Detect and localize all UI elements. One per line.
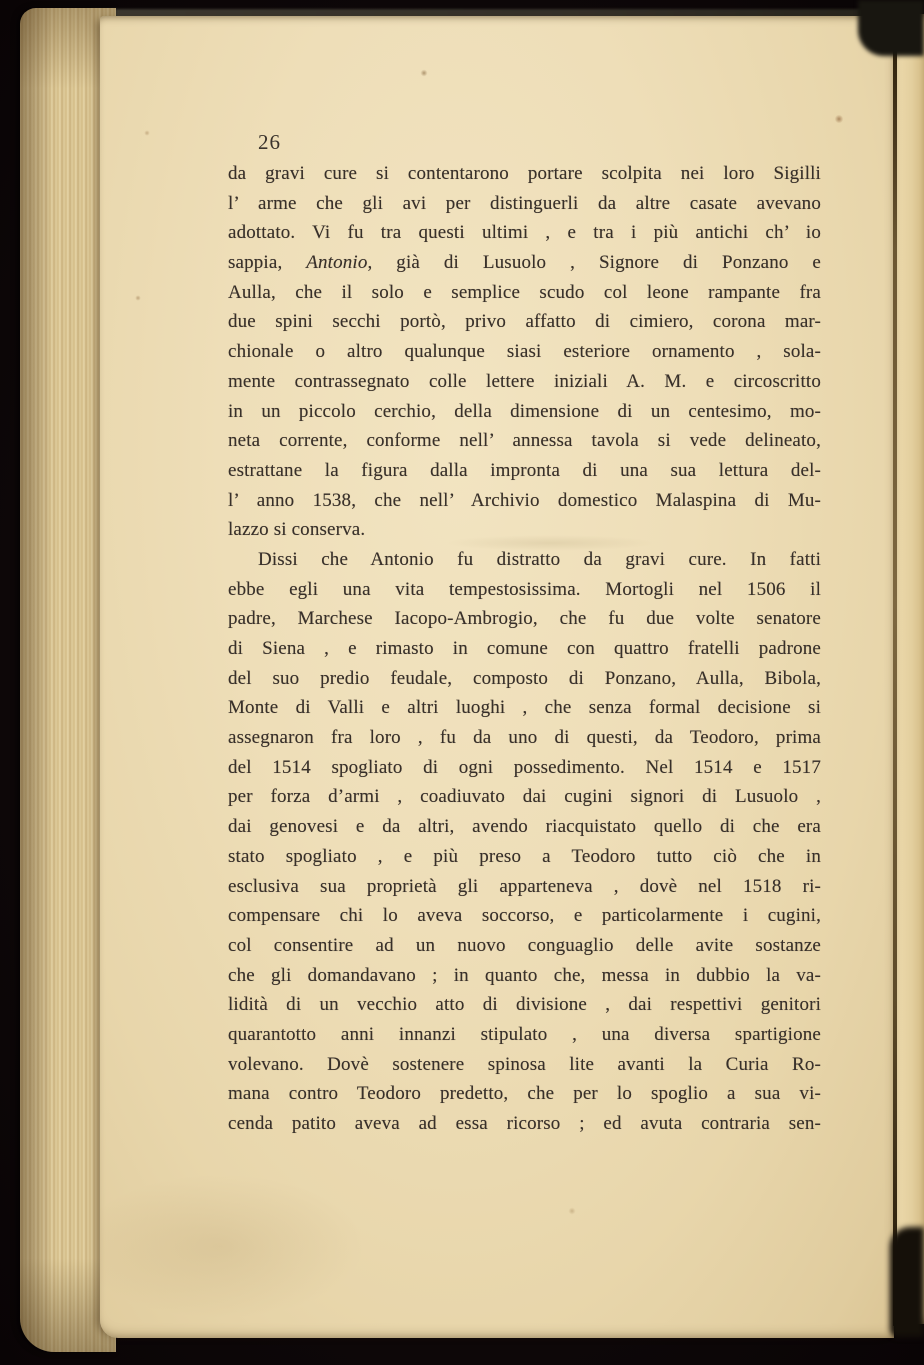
text-line: adottato. Vi fu tra questi ultimi , e tra i più antichi ch’ io [228,222,821,244]
text-line: col consentire ad un nuovo conguaglio delle avite sostanze [228,934,821,956]
text-line: cenda patito aveva ad essa ricorso ; ed avuta contraria sen- [228,1113,821,1134]
text-line [228,248,821,278]
text-line: dai genovesi e da altri, avendo riacquistato quello di che era [228,816,821,838]
page-number: 26 [258,130,281,154]
text-line: in un piccolo cerchio, della dimensione di un centesimo, mo- [228,400,821,422]
text-segment: sappia, [228,252,307,274]
text-line: lidità di un vecchio atto di divisione , dai respettivi genitori [228,994,821,1016]
bottom-right-shadow [890,1227,924,1337]
text-line: per forza d’armi , coadiuvato dai cugini signori di Lusuolo , [228,786,821,808]
text-line: Monte di Valli e altri luoghi , che senza formal decisione si [228,697,821,719]
text-line: stato spogliato , e più preso a Teodoro tutto ciò che in [228,845,821,867]
adjacent-page-edge [897,14,924,1324]
text-line: padre, Marchese Iacopo-Ambrogio, che fu due volte senatore [228,608,821,630]
top-right-shadow [858,0,924,56]
text-line: chionale o altro qualunque siasi esteriore ornamento , sola- [228,341,821,363]
text-line: estrattane la figura dalla impronta di una sua lettura del- [228,459,821,481]
text-segment: , già di Lusuolo , Signore di Ponzano e [367,252,821,274]
paragraph-2 [228,545,821,1139]
text-line: assegnaron fra loro , fu da uno di questi, da Teodoro, prima [228,727,821,749]
body-text [228,159,821,1139]
text-line: l’ arme che gli avi per distinguerli da altre casate avevano [228,192,821,214]
paragraph-1 [228,159,821,545]
text-line: Dissi che Antonio fu distratto da gravi cure. In fatti [258,548,821,570]
text-line: due spini secchi portò, privo affatto di cimiero, corona mar- [228,311,821,333]
book-page [100,16,894,1338]
text-line: di Siena , e rimasto in comune con quattro fratelli padrone [228,638,821,659]
text-line: Aulla, che il solo e semplice scudo col leone rampante fra [228,281,821,303]
text-line: quarantotto anni innanzi stipulato , una diversa spartigione [228,1023,821,1045]
text-line: neta corrente, conforme nell’ annessa tavola si vede delineato, [228,430,821,452]
text-line: mente contrassegnato colle lettere iniziali A. M. e circoscritto [228,370,821,392]
text-line: che gli domandavano ; in quanto che, messa in dubbio la va- [228,964,821,986]
text-line: lazzo si conserva. [228,519,366,541]
text-line: del suo predio feudale, composto di Ponzano, Aulla, Bibola, [228,667,821,689]
text-line: mana contro Teodoro predetto, che per lo spoglio a sua vi- [228,1083,821,1105]
text-line: esclusiva sua proprietà gli apparteneva , dovè nel 1518 ri- [228,875,821,897]
italic-name-antonio: Antonio [306,252,368,274]
text-line: compensare chi lo aveva soccorso, e particolarmente i cugini, [228,905,821,927]
text-line: ebbe egli una vita tempestosissima. Mortogli nel 1506 il [228,578,821,600]
text-line: volevano. Dovè sostenere spinosa lite avanti la Curia Ro- [228,1053,821,1075]
text-line: l’ anno 1538, che nell’ Archivio domestico Malaspina di Mu- [228,489,821,511]
text-line: del 1514 spogliato di ogni possedimento. Nel 1514 e 1517 [228,756,821,778]
text-line: da gravi cure si contentarono portare scolpita nei loro Sigilli [228,163,821,184]
